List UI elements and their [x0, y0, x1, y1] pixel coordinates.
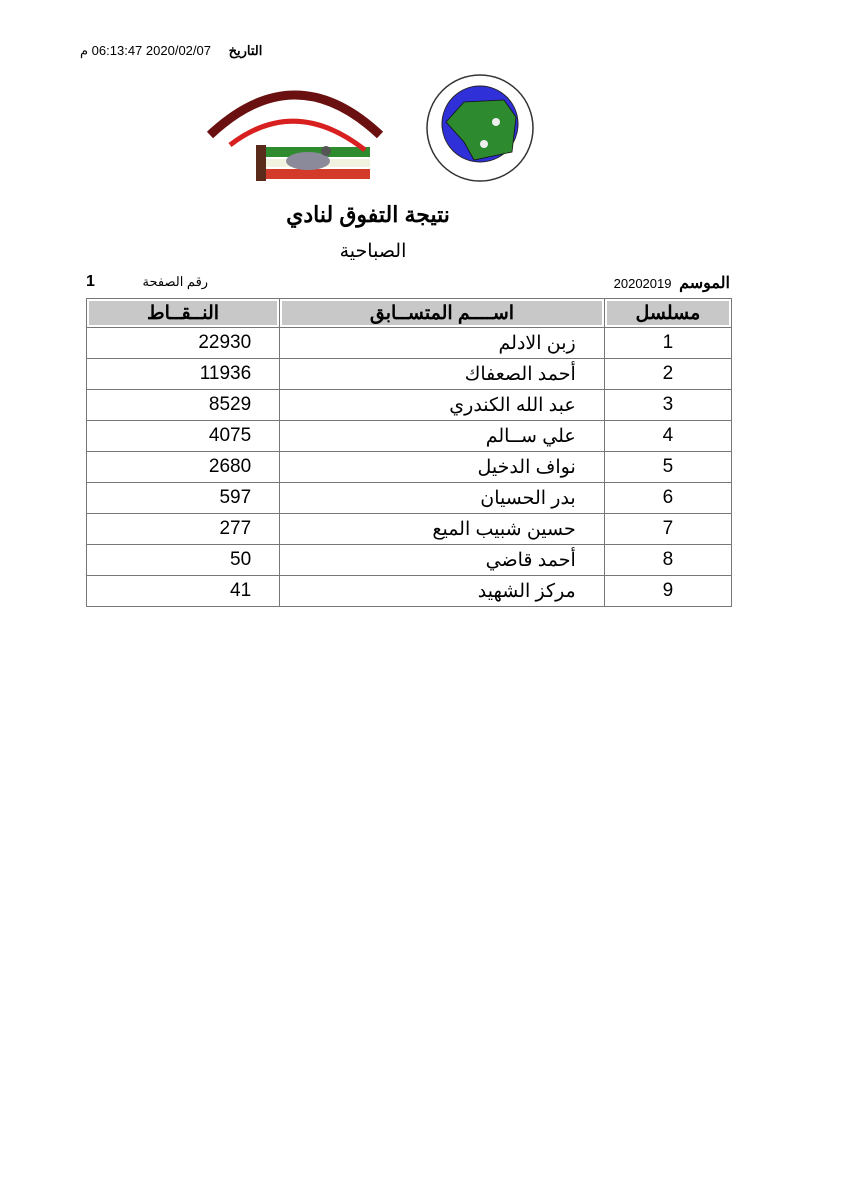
cell-serial: 4 — [604, 421, 731, 452]
table-row — [87, 483, 732, 514]
cell-serial: 8 — [604, 545, 731, 576]
table-row — [87, 514, 732, 545]
date-label: التاريخ — [228, 43, 263, 58]
cell-points: 597 — [87, 483, 280, 514]
cell-serial: 1 — [604, 328, 731, 359]
season-label: الموسم — [679, 275, 730, 292]
results-table — [86, 298, 732, 607]
cell-points: 11936 — [87, 359, 280, 390]
cell-serial: 6 — [604, 483, 731, 514]
report-title — [0, 202, 848, 228]
cell-points: 41 — [87, 576, 280, 607]
report-date — [80, 43, 262, 59]
cell-serial: 5 — [604, 452, 731, 483]
cell-points: 50 — [87, 545, 280, 576]
cell-serial: 7 — [604, 514, 731, 545]
club-logo — [200, 75, 390, 187]
table-row — [87, 359, 732, 390]
cell-points: 277 — [87, 514, 280, 545]
report-title-text: نتيجة التفوق لنادي — [286, 202, 450, 227]
season-value: 20202019 — [613, 276, 672, 291]
page-number-value: 1 — [86, 273, 95, 290]
header-name: اســــم المتســابق — [280, 299, 605, 328]
cell-name: أحمد قاضي — [280, 545, 605, 576]
cell-points: 8529 — [87, 390, 280, 421]
cell-points: 22930 — [87, 328, 280, 359]
date-value: 2020/02/07 06:13:47 م — [80, 43, 211, 58]
cell-serial: 9 — [604, 576, 731, 607]
cell-serial: 2 — [604, 359, 731, 390]
cell-serial: 3 — [604, 390, 731, 421]
cell-name: علي ســالم — [280, 421, 605, 452]
cell-name: أحمد الصعفاك — [280, 359, 605, 390]
table-row — [87, 328, 732, 359]
page-number-label: رقم الصفحة — [142, 274, 209, 289]
cell-name: حسين شبيب الميع — [280, 514, 605, 545]
page-number — [86, 273, 208, 291]
club-name-text: الصباحية — [339, 241, 407, 262]
club-name — [0, 240, 848, 263]
table-row — [87, 545, 732, 576]
table-header-row — [87, 299, 732, 328]
season — [614, 273, 730, 293]
federation-logo — [424, 72, 536, 184]
cell-name: نواف الدخيل — [280, 452, 605, 483]
cell-points: 2680 — [87, 452, 280, 483]
cell-name: بدر الحسيان — [280, 483, 605, 514]
table-row — [87, 421, 732, 452]
table-row — [87, 576, 732, 607]
cell-name: عبد الله الكندري — [280, 390, 605, 421]
header-points: النــقــاط — [87, 299, 280, 328]
cell-name: زبن الادلم — [280, 328, 605, 359]
table-row — [87, 390, 732, 421]
cell-name: مركز الشهيد — [280, 576, 605, 607]
cell-points: 4075 — [87, 421, 280, 452]
header-serial: مسلسل — [604, 299, 731, 328]
table-row — [87, 452, 732, 483]
